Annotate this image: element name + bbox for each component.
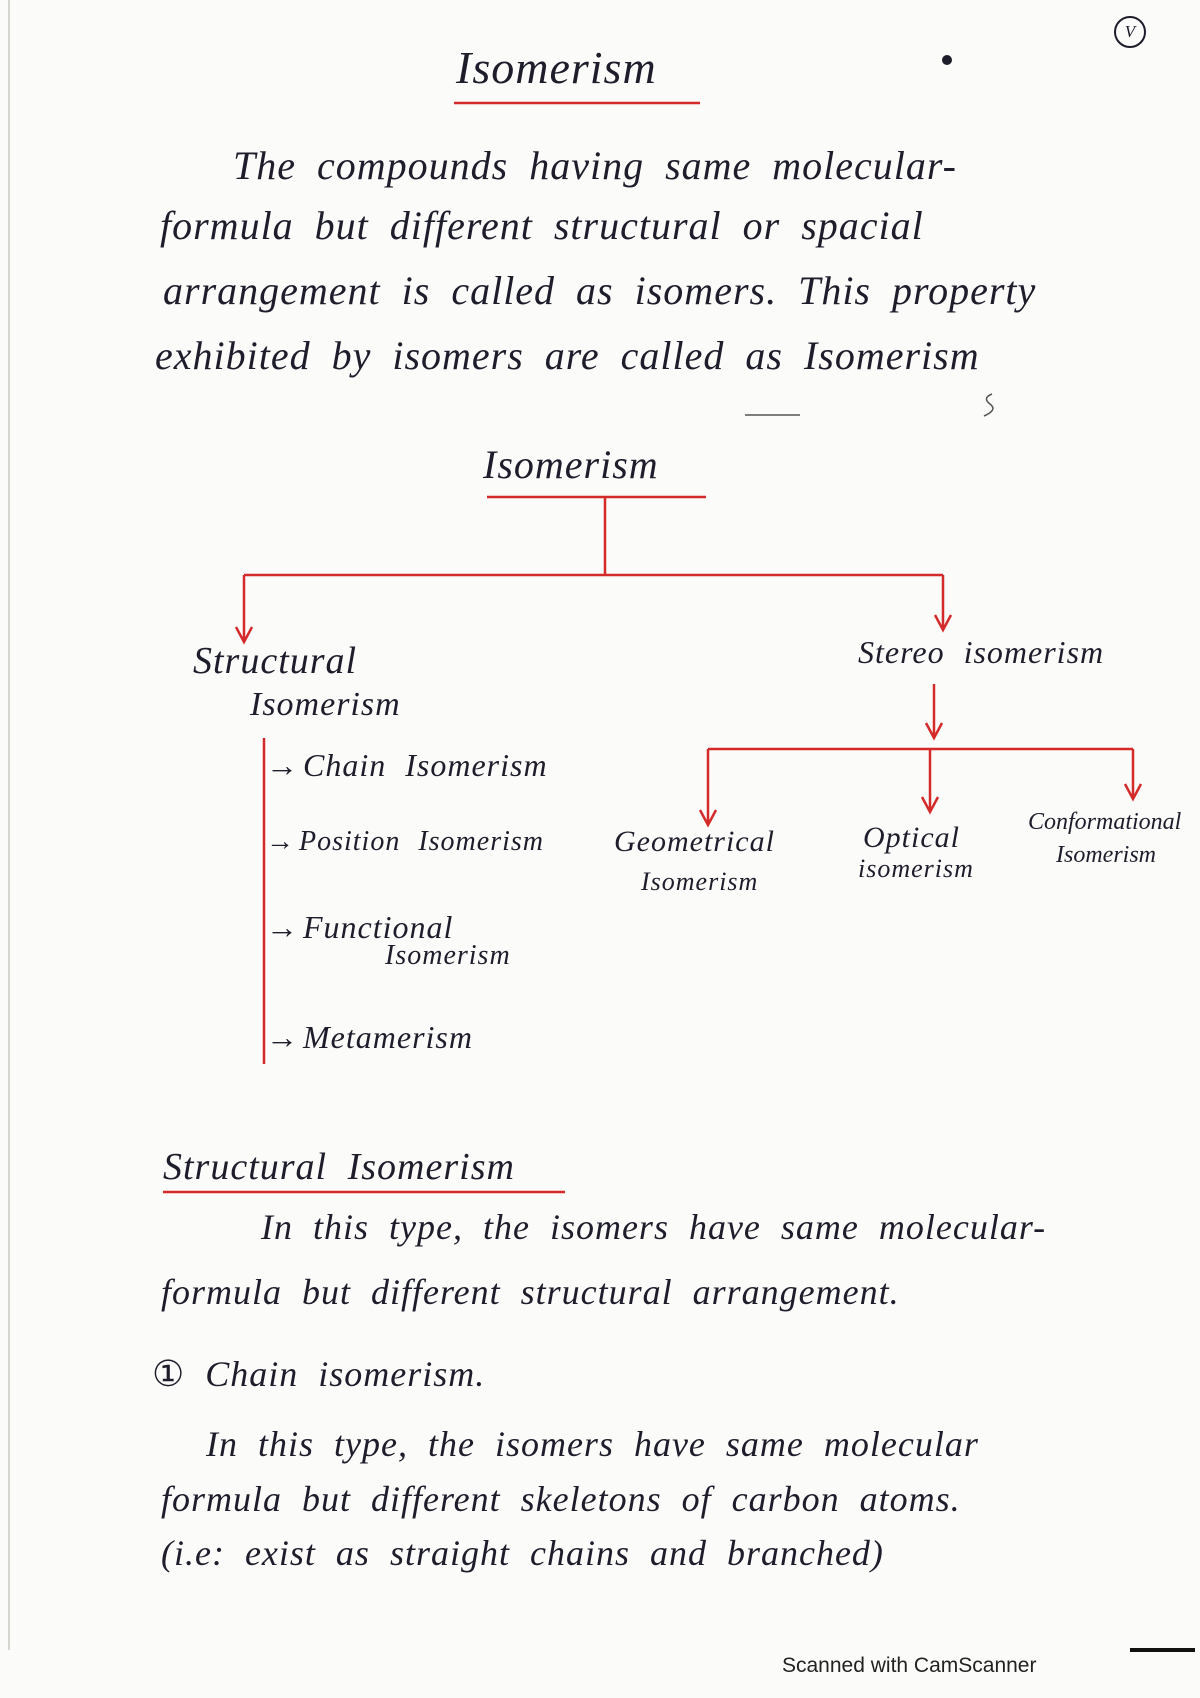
- ink-squiggle: [984, 394, 993, 416]
- page-title: Isomerism: [456, 42, 657, 93]
- conformational-label-line2: Isomerism: [1056, 842, 1156, 868]
- tree-root-label: Isomerism: [483, 442, 659, 487]
- section-line: In this type, the isomers have same molecular-: [261, 1207, 1047, 1247]
- list-item-label: Metamerism: [303, 1019, 473, 1055]
- intro-line: arrangement is called as isomers. This property: [163, 268, 1037, 313]
- section-line: formula but different structural arrangement.: [161, 1272, 900, 1312]
- arrow-right-icon: [266, 826, 299, 857]
- arrow-right-icon: [266, 1019, 303, 1055]
- scanner-watermark: Scanned with CamScanner: [782, 1654, 1037, 1677]
- arrow-right-icon: [266, 909, 303, 945]
- list-item-label: Position Isomerism: [299, 826, 544, 857]
- arrow-right-icon: [266, 747, 303, 783]
- intro-line: formula but different structural or spacial: [160, 203, 924, 248]
- page-number: V: [1114, 16, 1146, 48]
- subsection-line: (i.e: exist as straight chains and branched): [161, 1533, 884, 1573]
- list-item-position: [266, 828, 544, 856]
- section-heading: Structural Isomerism: [163, 1146, 515, 1188]
- list-item-label: Functional: [303, 909, 454, 945]
- geometrical-label-line2: Isomerism: [641, 867, 759, 896]
- structural-label-line2: Isomerism: [250, 686, 401, 723]
- stereo-label: Stereo isomerism: [858, 634, 1105, 670]
- intro-line: The compounds having same molecular-: [233, 143, 957, 188]
- intro-line: exhibited by isomers are called as Isomerism: [155, 333, 980, 378]
- subsection-title: Chain isomerism.: [205, 1354, 486, 1394]
- optical-label-line2: isomerism: [858, 854, 974, 883]
- list-item-metamerism: [266, 1021, 473, 1053]
- list-item-chain: [266, 749, 548, 781]
- structural-label: Structural: [193, 640, 358, 682]
- optical-label: Optical: [863, 821, 960, 854]
- list-item-functional: [266, 911, 453, 943]
- geometrical-label: Geometrical: [614, 825, 775, 858]
- subsection-line: In this type, the isomers have same molecular: [206, 1424, 979, 1464]
- ink-dot: [942, 55, 952, 65]
- list-item-label: Chain Isomerism: [303, 747, 548, 783]
- subsection-line: formula but different skeletons of carbon atoms.: [161, 1479, 961, 1519]
- conformational-label: Conformational: [1028, 809, 1182, 835]
- list-item-functional-line2: Isomerism: [385, 940, 511, 971]
- circled-number-marker: ①: [152, 1354, 186, 1394]
- subsection-heading: [152, 1356, 485, 1392]
